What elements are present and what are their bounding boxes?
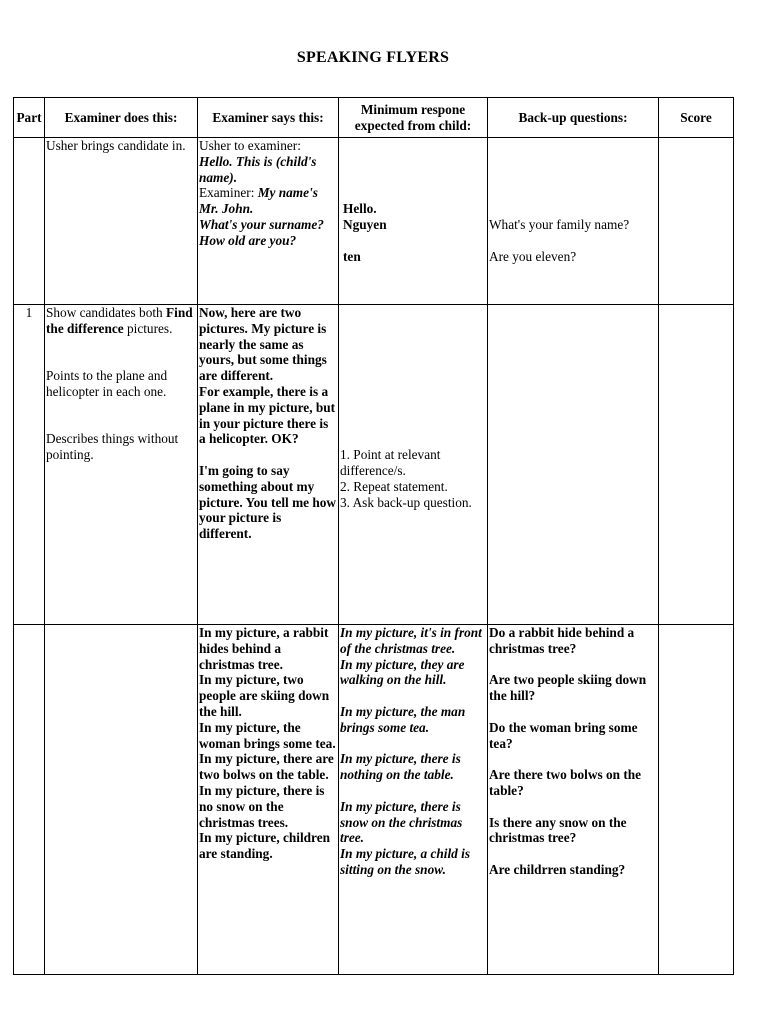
backup-question-4: Are there two bolws on the table? bbox=[489, 767, 642, 798]
expected-response-1: In my picture, it's in front of the christmas tree. bbox=[340, 625, 482, 656]
table-row bbox=[14, 305, 734, 625]
difference-statement-3: In my picture, the woman brings some tea. bbox=[199, 719, 336, 751]
header-backup-questions: Back-up questions: bbox=[488, 98, 659, 138]
response-step-1: 1. Point at relevant difference/s. bbox=[340, 447, 441, 478]
examiner-does-text: Usher brings candidate in. bbox=[46, 138, 186, 153]
minimum-response-cell bbox=[339, 625, 488, 975]
usher-line: Usher to examiner: bbox=[199, 138, 301, 153]
score-cell bbox=[659, 625, 734, 975]
difference-statement-2: In my picture, two people are skiing down the hill. bbox=[199, 672, 330, 719]
score-cell bbox=[659, 138, 734, 305]
header-examiner-does: Examiner does this: bbox=[45, 98, 198, 138]
examiner-says-cell bbox=[198, 625, 339, 975]
backup-question-6: Are childrren standing? bbox=[489, 861, 626, 877]
response-age: ten bbox=[343, 248, 361, 264]
header-minimum-response: Minimum respone expected from child: bbox=[339, 98, 488, 138]
pictures-text: pictures. bbox=[123, 320, 173, 336]
examiner-intro: My name's Mr. John. bbox=[199, 185, 318, 217]
response-step-2: 2. Repeat statement. bbox=[340, 478, 448, 494]
backup-family-name: What's your family name? bbox=[489, 216, 630, 232]
backup-question-2: Are two people skiing down the hill? bbox=[489, 672, 647, 704]
page-title: SPEAKING FLYERS bbox=[296, 49, 450, 66]
backup-question-1: Do a rabbit hide behind a christmas tree? bbox=[489, 625, 635, 656]
table-row bbox=[14, 625, 734, 975]
header-score: Score bbox=[659, 98, 734, 138]
part-cell bbox=[14, 138, 45, 305]
usher-greeting: Hello. This is (child's name). bbox=[199, 153, 317, 185]
expected-response-4: In my picture, there is nothing on the table. bbox=[340, 751, 461, 783]
response-step-3: 3. Ask back-up question. bbox=[340, 494, 472, 510]
minimum-response-cell bbox=[339, 305, 488, 625]
show-candidates-text: Show candidates both bbox=[46, 305, 167, 320]
part-cell: 1 bbox=[14, 305, 45, 625]
backup-question-5: Is there any snow on the christmas tree? bbox=[489, 814, 627, 846]
age-question: How old are you? bbox=[199, 232, 297, 248]
instruction-statement: I'm going to say something about my picture. You tell me how your picture is different. bbox=[199, 462, 337, 542]
header-examiner-says: Examiner says this: bbox=[198, 98, 339, 138]
score-cell bbox=[659, 305, 734, 625]
find-difference-text: Find the difference bbox=[46, 305, 193, 336]
expected-response-6: In my picture, a child is sitting on the snow. bbox=[340, 846, 471, 877]
backup-eleven: Are you eleven? bbox=[489, 248, 577, 264]
examiner-says-cell bbox=[198, 138, 339, 305]
examiner-does-cell bbox=[45, 305, 198, 625]
intro-statement: Now, here are two pictures. My picture is nearly the same as yours, but some things are different. bbox=[199, 305, 327, 384]
difference-statement-6: In my picture, children are standing. bbox=[199, 830, 331, 862]
expected-response-5: In my picture, there is snow on the christmas tree. bbox=[340, 798, 463, 846]
backup-questions-cell bbox=[488, 138, 659, 305]
backup-question-3: Do the woman bring some tea? bbox=[489, 719, 638, 751]
examiner-says-cell bbox=[198, 305, 339, 625]
examiner-does-cell bbox=[45, 625, 198, 975]
example-statement: For example, there is a plane in my picture, but in your picture there is a helicopter. OK? bbox=[199, 383, 336, 447]
surname-question: What's your surname? bbox=[199, 216, 324, 232]
backup-questions-cell bbox=[488, 625, 659, 975]
expected-response-2: In my picture, they are walking on the hill. bbox=[340, 656, 465, 688]
header-part: Part bbox=[14, 98, 45, 138]
backup-questions-cell bbox=[488, 305, 659, 625]
examiner-label: Examiner: bbox=[199, 185, 258, 201]
response-surname: Nguyen bbox=[343, 216, 387, 232]
header-row bbox=[14, 98, 734, 138]
expected-response-3: In my picture, the man brings some tea. bbox=[340, 703, 466, 735]
examiner-does-cell bbox=[45, 138, 198, 305]
response-hello: Hello. bbox=[343, 201, 377, 217]
minimum-response-cell bbox=[339, 138, 488, 305]
points-to-text: Points to the plane and helicopter in each one. bbox=[46, 368, 168, 399]
speaking-test-table bbox=[13, 97, 734, 975]
difference-statement-1: In my picture, a rabbit hides behind a christmas tree. bbox=[199, 625, 329, 672]
table-row bbox=[14, 138, 734, 305]
difference-statement-5: In my picture, there is no snow on the christmas trees. bbox=[199, 782, 325, 830]
part-cell bbox=[14, 625, 45, 975]
describes-text: Describes things without pointing. bbox=[46, 431, 179, 463]
difference-statement-4: In my picture, there are two bolws on the table. bbox=[199, 751, 334, 783]
